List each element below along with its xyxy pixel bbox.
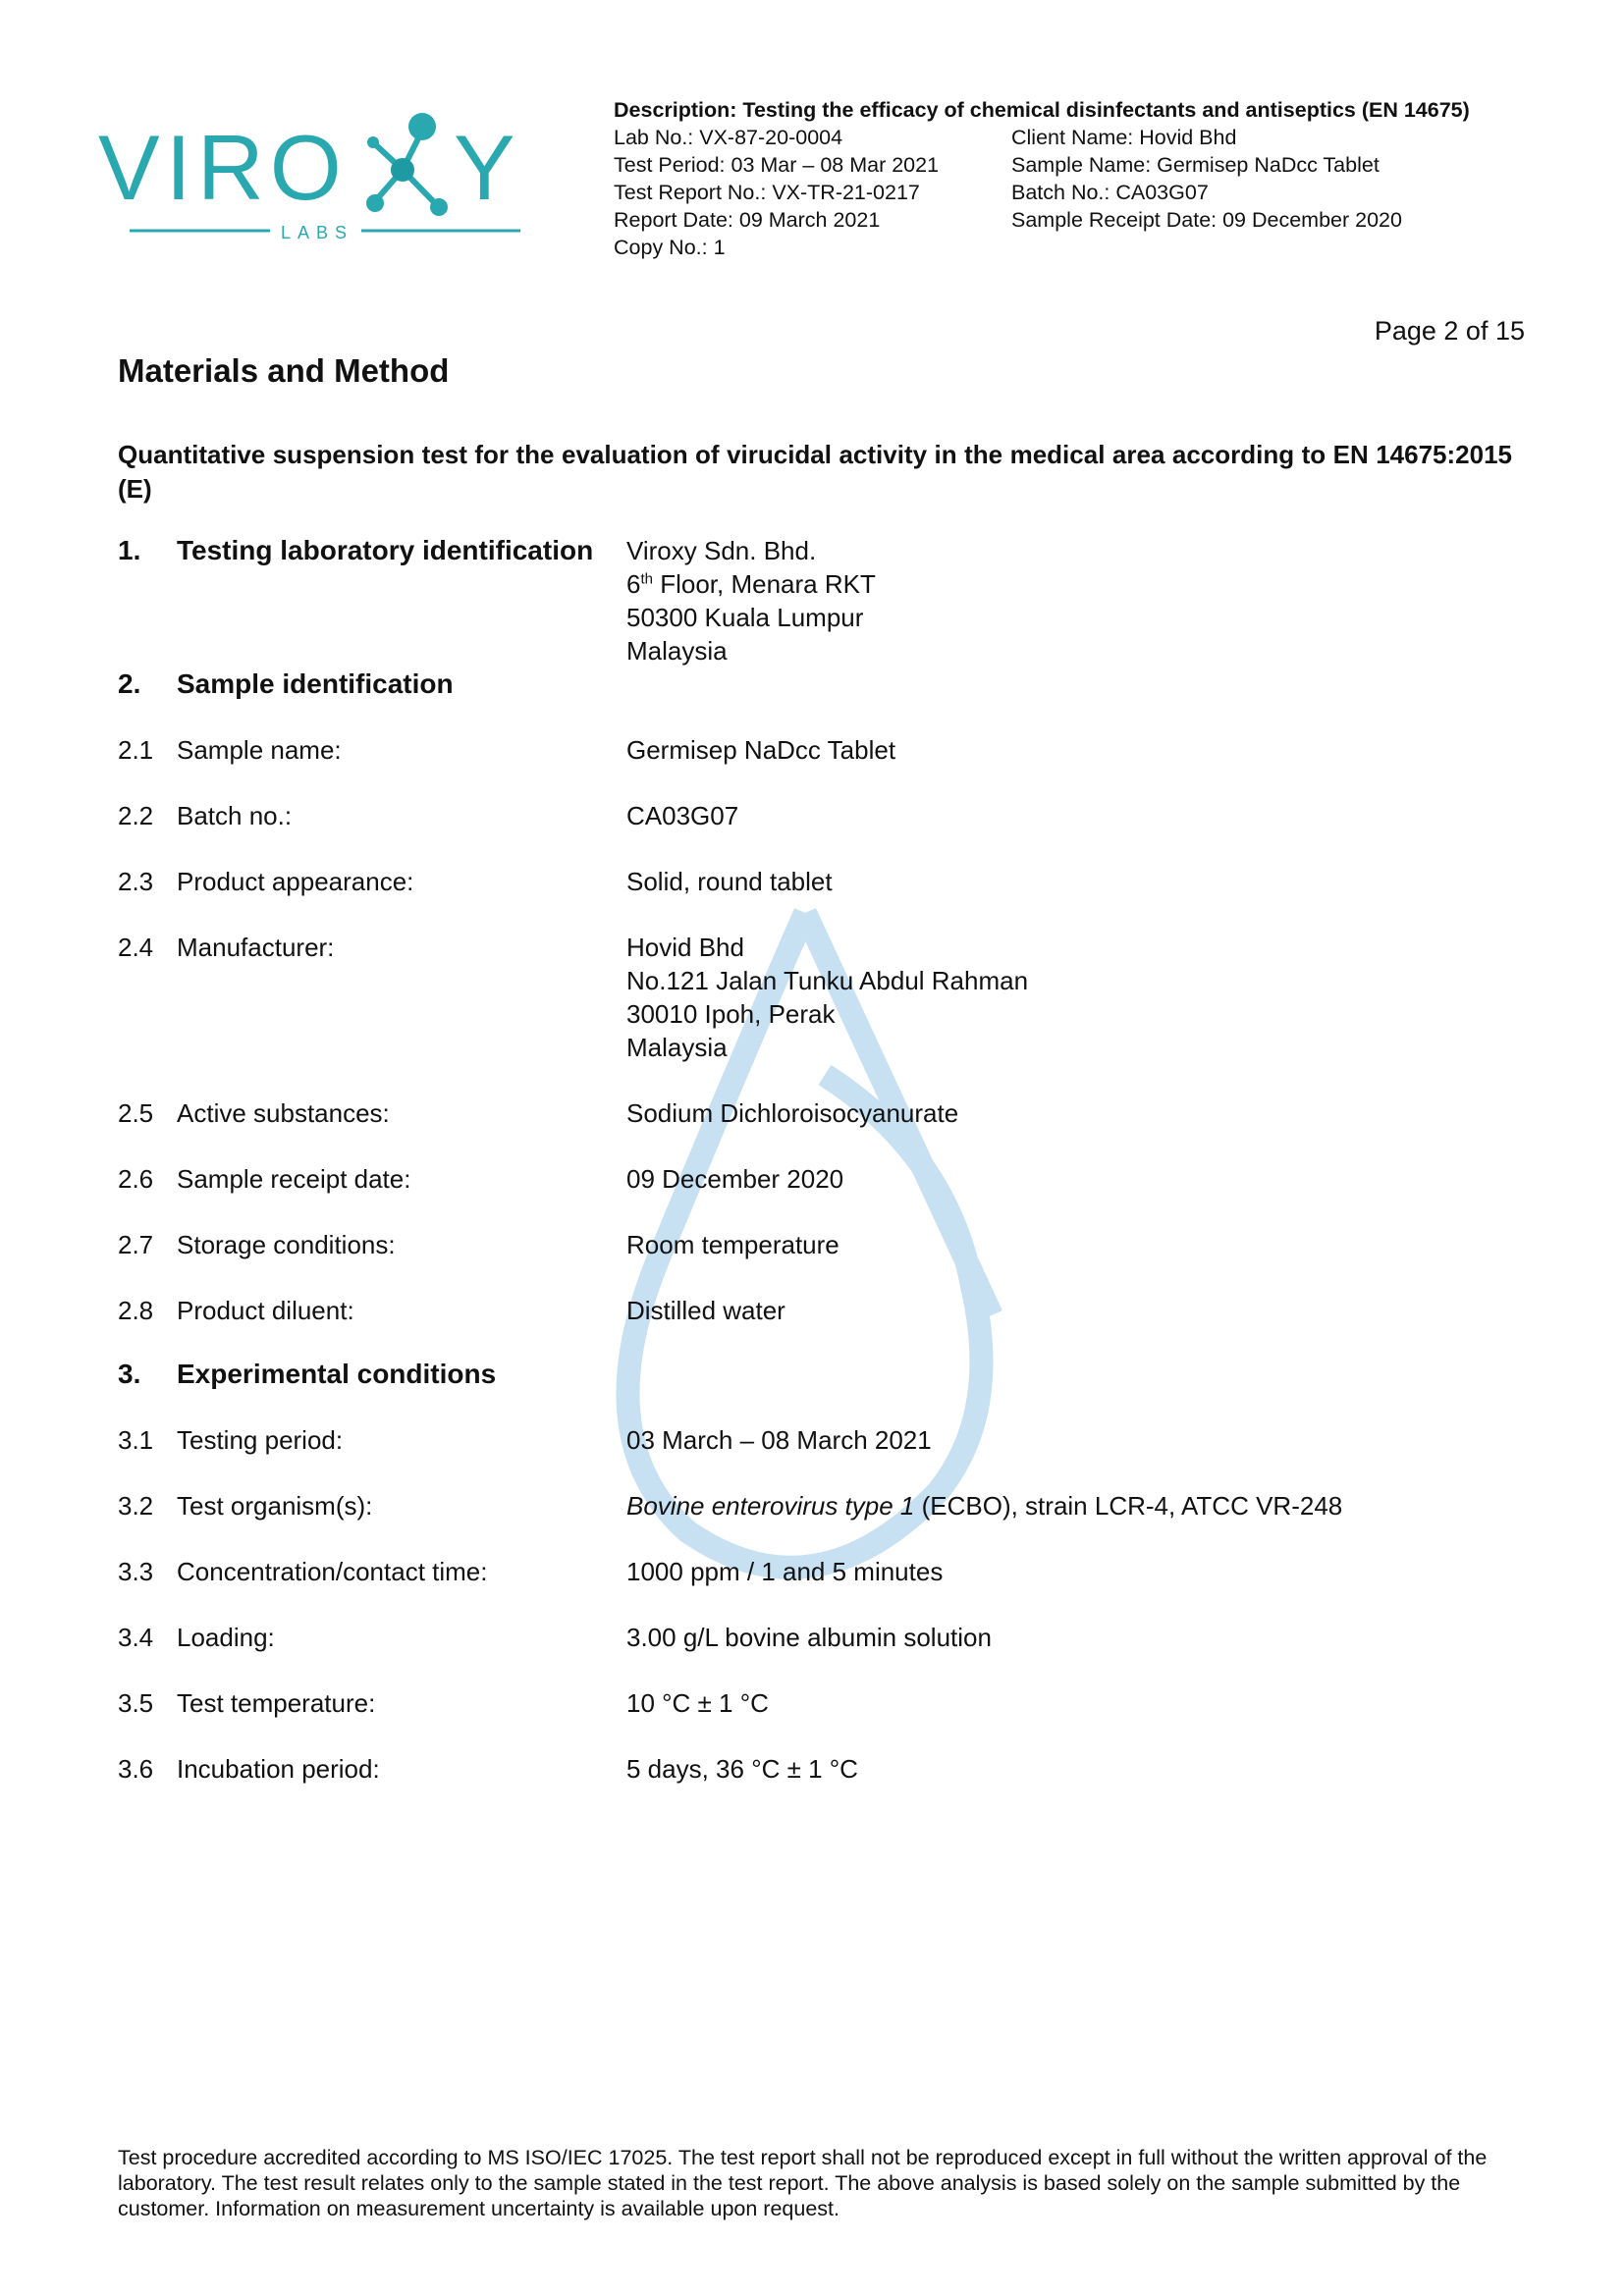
logo-molecule-icon	[366, 113, 448, 216]
sample-name: Sample Name: Germisep NaDcc Tablet	[1011, 153, 1380, 177]
accreditation-footer: Test procedure accredited according to MS ISO/IEC 17025. The test report shall not be reproduced except in full without the written approval of the laboratory. The test result relates only to the sample stated in the test report. The above analysis is based solely on the sample submitted by the customer. Information on measurement uncertainty is available upon request.	[118, 2146, 1488, 2220]
logo-text-right: Y	[454, 116, 515, 219]
report-header	[614, 96, 1537, 261]
concentration-row: 3.3 Concentration/contact time: 1000 ppm / 1 and 5 minutes	[118, 1557, 944, 1586]
testing-period-row: 3.1 Testing period: 03 March – 08 March 2021	[118, 1425, 932, 1455]
viroxy-labs-logo	[98, 103, 550, 250]
lab-number: Lab No.: VX-87-20-0004	[614, 126, 843, 149]
batch-no-row: 2.2 Batch no.: CA03G07	[118, 801, 739, 830]
section-lab-identification	[118, 534, 1512, 667]
header-left-column	[614, 124, 1011, 261]
document-body	[118, 349, 1512, 1786]
section-sample-identification	[118, 667, 1512, 1327]
storage-conditions-row: 2.7 Storage conditions: Room temperature	[118, 1230, 839, 1259]
page-title: Materials and Method	[118, 352, 450, 389]
report-date: Report Date: 09 March 2021	[614, 208, 881, 232]
lab-address	[626, 534, 1512, 667]
sample-name-row: 2.1 Sample name: Germisep NaDcc Tablet	[118, 735, 896, 765]
page-number: Page 2 of 15	[1374, 316, 1525, 346]
manufacturer-row: 2.4 Manufacturer: Hovid Bhd No.121 Jalan Tunku Abdul Rahman 30010 Ipoh, Perak Malaysia	[118, 933, 1029, 1062]
batch-number: Batch No.: CA03G07	[1011, 181, 1209, 204]
lab-address-city: 50300 Kuala Lumpur	[626, 603, 864, 632]
logo-text-left: VIRO	[98, 116, 348, 219]
product-diluent-row: 2.8 Product diluent: Distilled water	[118, 1296, 785, 1325]
section-number: 1.	[118, 535, 141, 565]
test-report-number: Test Report No.: VX-TR-21-0217	[614, 181, 920, 204]
section-experimental-conditions	[118, 1358, 1512, 1786]
sample-receipt-date-row: 2.6 Sample receipt date: 09 December 2020	[118, 1164, 844, 1194]
lab-address-floor: 6th Floor, Menara RKT	[626, 569, 876, 599]
section-heading: Sample identification	[177, 668, 454, 699]
header-right-column	[1011, 124, 1522, 261]
sample-receipt-date: Sample Receipt Date: 09 December 2020	[1011, 208, 1402, 232]
section-heading: Experimental conditions	[177, 1359, 497, 1389]
lab-name: Viroxy Sdn. Bhd.	[626, 536, 817, 565]
section-number: 2.	[118, 668, 141, 699]
client-name: Client Name: Hovid Bhd	[1011, 126, 1237, 149]
document-subtitle: Quantitative suspension test for the evaluation of virucidal activity in the medical area according to EN 14675:2015 (E)	[118, 440, 1512, 504]
logo-subtext: LABS	[281, 223, 354, 242]
copy-number: Copy No.: 1	[614, 236, 726, 259]
test-temperature-row: 3.5 Test temperature: 10 °C ± 1 °C	[118, 1688, 769, 1718]
section-heading: Testing laboratory identification	[177, 535, 594, 565]
product-appearance-row: 2.3 Product appearance: Solid, round tablet	[118, 867, 833, 896]
incubation-period-row: 3.6 Incubation period: 5 days, 36 °C ± 1 °C	[118, 1754, 858, 1784]
section-number: 3.	[118, 1359, 141, 1389]
loading-row: 3.4 Loading: 3.00 g/L bovine albumin solution	[118, 1623, 992, 1652]
test-period: Test Period: 03 Mar – 08 Mar 2021	[614, 153, 940, 177]
lab-address-country: Malaysia	[626, 636, 728, 666]
report-description: Description: Testing the efficacy of chemical disinfectants and antiseptics (EN 14675)	[614, 98, 1470, 122]
active-substances-row: 2.5 Active substances: Sodium Dichloroisocyanurate	[118, 1098, 959, 1128]
test-organism-row: 3.2 Test organism(s): Bovine enterovirus type 1 (ECBO), strain LCR-4, ATCC VR-248	[118, 1491, 1343, 1521]
